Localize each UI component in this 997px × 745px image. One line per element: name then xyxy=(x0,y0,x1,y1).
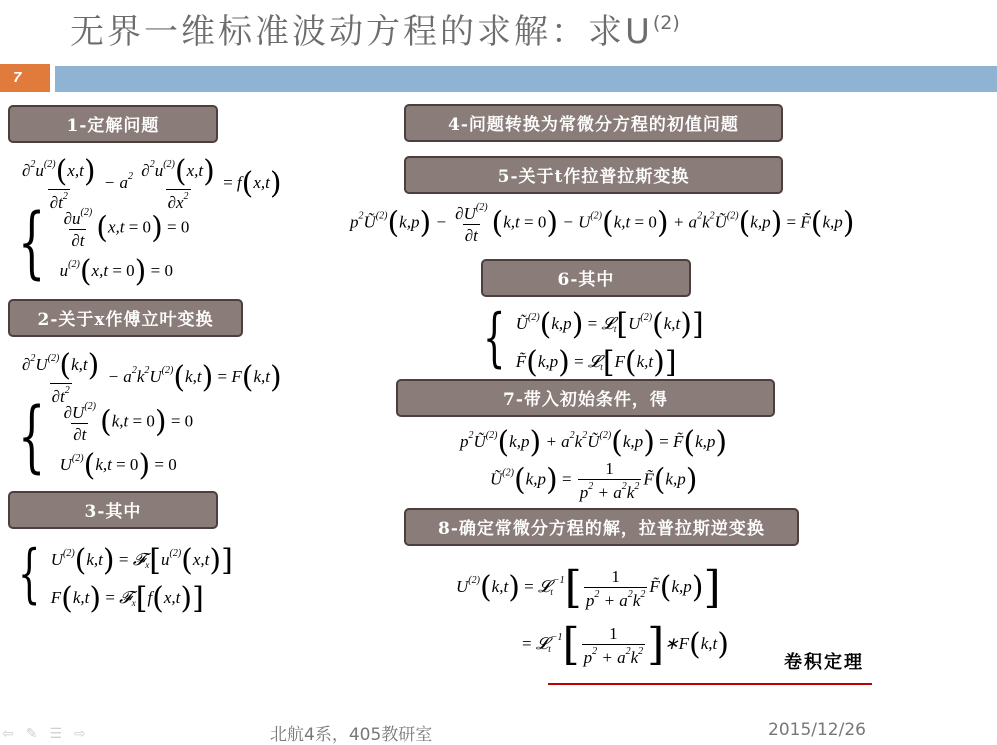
equation-substituted: $p^2Ũ^{(2)}(k,p)$ + $a^2k^2Ũ^{(2)}(k,p)$ = F̃(k,p) xyxy=(460,425,728,460)
page-title: 无界一维标准波动方程的求解：求$U^{(2)}$ xyxy=(70,12,680,52)
footer-department: 北航4系，405教研室 xyxy=(270,725,433,745)
equation-fourier-ode: $\frac{\partial^2U^{(2)}(k,t)}{\partial t^2}$ − $a^2k^2U^{(2)}(k,t) = F(k,t)$ xyxy=(22,348,282,406)
step-8-box: 8-确定常微分方程的解，拉普拉斯逆变换 xyxy=(404,508,799,546)
equation-laplace: $p^2Ũ^{(2)}(k,p)$ − $\frac{\partial U^{(2)}}{\partial t}$ $(k,t = 0) - U^{(2)}(k,t = 0)$ + $a^2k^2Ũ^{(2)}(k,p)$ = F̃(k,p) xyxy=(350,202,855,245)
equation-inverse-laplace: $U^{(2)}(k,t)$ = 𝓛$_t^{-1}$[ $\frac{1}{p^2 + a^2k^2}$ F̃(k,p)] xyxy=(456,562,721,613)
footer-date: 2015/12/26 xyxy=(768,720,866,740)
forward-arrow-icon[interactable]: ⇨ xyxy=(74,726,98,742)
equation-solution-laplace: $Ũ^{(2)}(k,p)$ = $\frac{1}{p^2 + a^2k^2}$ F̃(k,p) xyxy=(490,459,698,502)
pen-icon[interactable]: ✎ xyxy=(25,726,50,742)
slide-number: 7 xyxy=(0,64,50,92)
step-2-box: 2-关于x作傅立叶变换 xyxy=(8,299,243,337)
menu-icon[interactable]: ☰ xyxy=(49,726,75,742)
convolution-theorem-note: 卷积定理 xyxy=(784,652,864,673)
equation-initial-conditions: { $\frac{\partial u^{(2)}}{\partial t}$ (x,t = 0) = 0 $u^{(2)}(x,t = 0) = 0$ xyxy=(18,198,190,289)
step-5-box: 5-关于t作拉普拉斯变换 xyxy=(404,156,783,194)
header-bar xyxy=(55,66,997,92)
step-4-box: 4-问题转换为常微分方程的初值问题 xyxy=(404,104,783,142)
equation-pde: $\frac{\partial^2u^{(2)}(x,t)}{\partial t^2}$ − $a^2$ $\frac{\partial^2u^{(2)}(x,t)}{\partial x^2}$ = f(x,t) xyxy=(22,154,282,212)
equation-laplace-definitions: { $Ũ^{(2)}(k,p)$ = $𝓛_t[U^{(2)}(k,t)]$ F̃(k,p) = 𝓛$_t$[F(k,t)] xyxy=(483,301,704,380)
equation-fourier-definitions: { $U^{(2)}(k,t)$ = $𝓕_x[u^{(2)}(x,t)]$ F(k,t) = 𝓕$_x$[f(x,t)] xyxy=(18,537,233,616)
equation-convolution: = 𝓛$_t^{-1}$[ $\frac{1}{p^2 + a^2k^2}$ ]∗F(k,t) xyxy=(522,619,729,670)
step-3-box: 3-其中 xyxy=(8,491,218,529)
step-7-box: 7-带入初始条件，得 xyxy=(396,379,775,417)
step-1-box: 1-定解问题 xyxy=(8,105,218,143)
step-6-box: 6-其中 xyxy=(481,259,691,297)
red-underline xyxy=(548,683,872,685)
back-arrow-icon[interactable]: ⇦ xyxy=(2,726,26,742)
equation-fourier-initial: { $\frac{\partial U^{(2)}}{\partial t}$ (k,t = 0) = 0 $U^{(2)}(k,t = 0) = 0$ xyxy=(18,392,194,483)
slide-nav-controls[interactable] xyxy=(2,726,98,742)
